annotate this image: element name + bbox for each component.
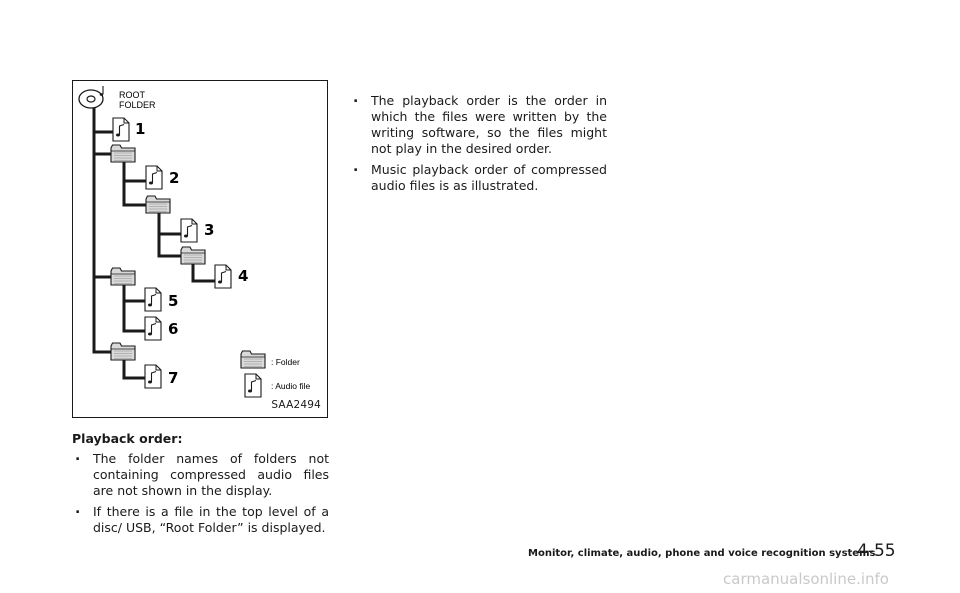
file-number-7: 7 [168, 369, 179, 387]
caption-title: Playback order: [72, 431, 183, 446]
root-label-line2: FOLDER [119, 100, 156, 110]
folder-icon [111, 343, 135, 360]
list-item: . If there is a file in the top level of a disc/ USB, “Root Folder” is displayed. [72, 504, 329, 536]
audio-file-icon [113, 118, 129, 141]
legend-audio-label: : Audio file [271, 381, 311, 391]
footer-section-title: Monitor, climate, audio, phone and voice recognition systems [528, 548, 876, 559]
legend-folder-label: : Folder [271, 357, 300, 367]
audio-file-icon [145, 317, 161, 340]
root-label-line1: ROOT [119, 90, 145, 100]
list-item: . The playback order is the order in which the files were written by the writing software, so the files might not play in the desired order. [350, 93, 607, 157]
page-number: 4-55 [857, 541, 896, 561]
folder-icon [111, 268, 135, 285]
audio-file-icon [181, 219, 197, 242]
list-item: . The folder names of folders not containing compressed audio files are not shown in the display. [72, 451, 329, 499]
folder-icon [146, 196, 170, 213]
folder-tree-figure [72, 80, 328, 418]
folder-tree-diagram [73, 81, 329, 419]
figure-code: SAA2494 [271, 399, 321, 411]
file-number-2: 2 [169, 169, 180, 187]
folder-icon [111, 145, 135, 162]
legend-audio-file-icon [245, 374, 261, 397]
file-number-4: 4 [238, 267, 249, 285]
folder-icon [181, 247, 205, 264]
file-number-1: 1 [135, 120, 146, 138]
watermark: carmanualsonline.info [723, 570, 889, 588]
right-bullet-list [350, 93, 607, 199]
legend-folder-icon [241, 351, 265, 368]
file-number-5: 5 [168, 292, 179, 310]
audio-file-icon [146, 166, 162, 189]
list-item: . Music playback order of compressed audio files is as illustrated. [350, 162, 607, 194]
file-number-6: 6 [168, 320, 179, 338]
file-number-3: 3 [204, 221, 215, 239]
audio-file-icon [215, 265, 231, 288]
left-bullet-list [72, 451, 329, 541]
audio-file-icon [145, 288, 161, 311]
audio-file-icon [145, 365, 161, 388]
disc-icon [79, 86, 103, 108]
